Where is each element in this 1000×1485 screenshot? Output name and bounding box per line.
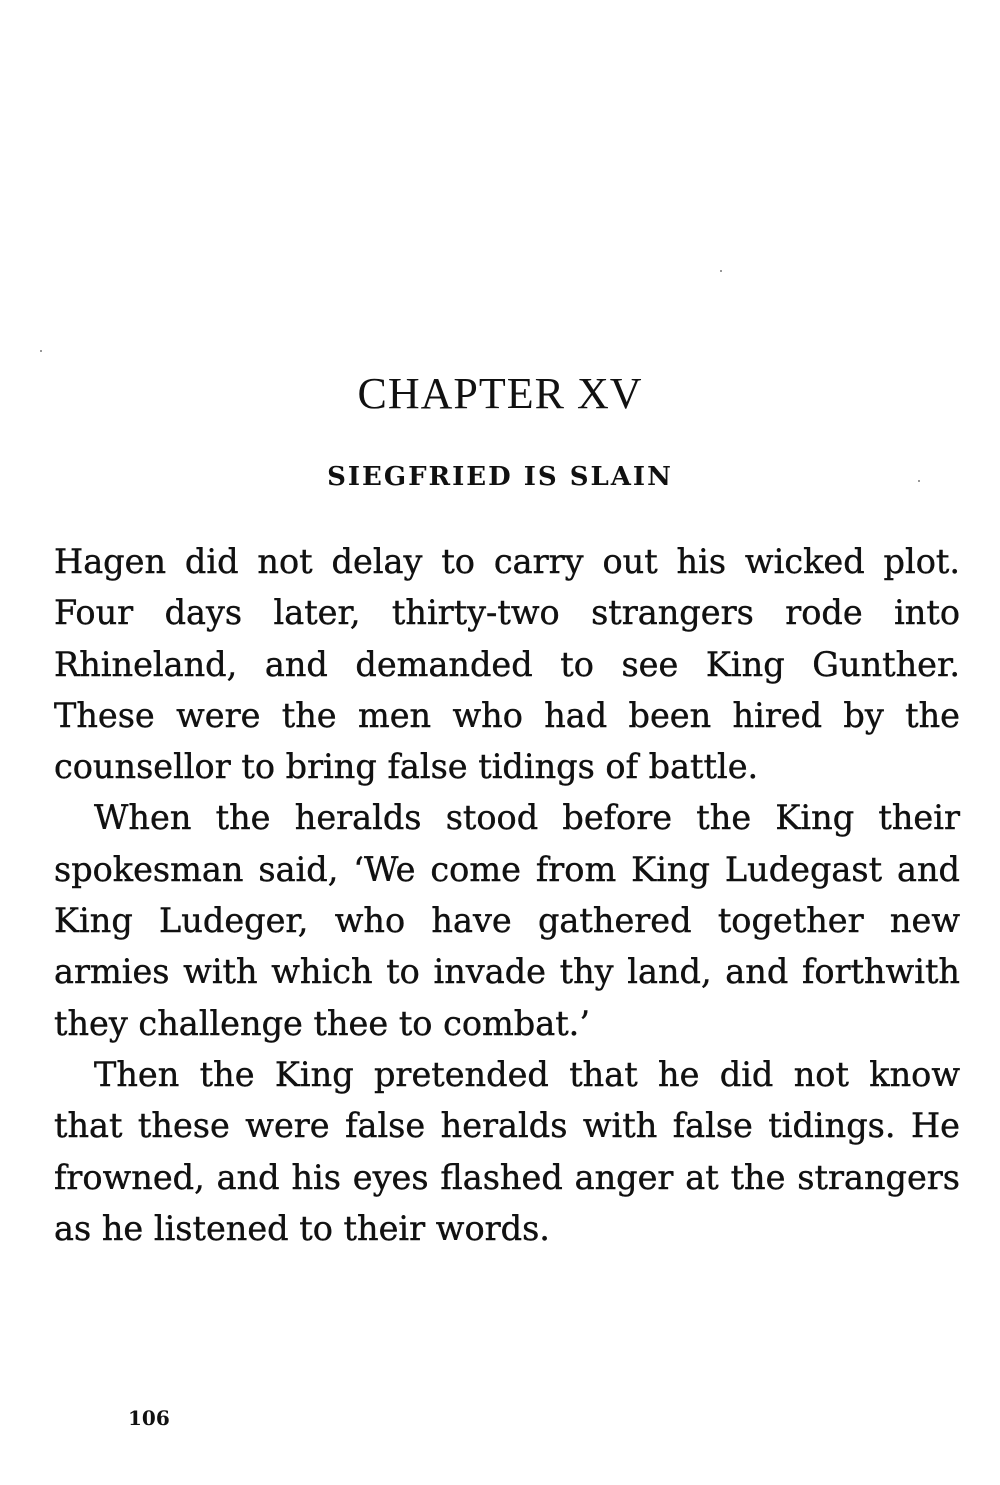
paragraph-2: When the heralds stood before the King their spokesman said, ‘We come from King Ludegast and King Ludeger, who have gathered together new armies with which to invade thy land, and forthwith they challenge thee to combat.’ [54, 798, 960, 1043]
chapter-body [54, 536, 960, 1254]
chapter-number: CHAPTER XV [357, 369, 643, 418]
chapter-title: SIEGFRIED IS SLAIN [327, 462, 673, 492]
print-speck [720, 270, 722, 272]
paragraph-3: Then the King pretended that he did not know that these were false heralds with false tidings. He frowned, and his eyes flashed anger at the strangers as he listened to their words. [54, 1054, 960, 1248]
print-speck [40, 350, 42, 352]
paragraph-1: Hagen did not delay to carry out his wicked plot. Four days later, thirty-two strangers rode into Rhineland, and demanded to see King Gunther. These were the men who had been hired by the counsellor to bring false tidings of battle. [54, 542, 960, 787]
page-number: 106 [128, 1406, 170, 1430]
